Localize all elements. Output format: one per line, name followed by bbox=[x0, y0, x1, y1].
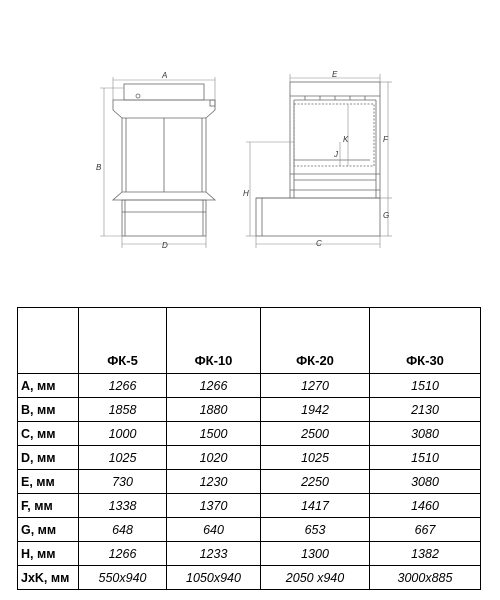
table-row bbox=[18, 422, 481, 446]
table-row bbox=[18, 494, 481, 518]
table-row bbox=[18, 374, 481, 398]
cell-value: 640 bbox=[167, 518, 261, 542]
cell-value: 1050x940 bbox=[167, 566, 261, 590]
label-c: C bbox=[316, 239, 322, 248]
cell-value: 648 bbox=[79, 518, 167, 542]
table-header-row bbox=[18, 308, 481, 374]
cell-value: 1370 bbox=[167, 494, 261, 518]
cell-value: 1266 bbox=[79, 542, 167, 566]
cell-value: 1025 bbox=[261, 446, 370, 470]
front-base bbox=[122, 200, 206, 236]
cell-value: 1266 bbox=[79, 374, 167, 398]
cell-value: 730 bbox=[79, 470, 167, 494]
row-label: F, мм bbox=[18, 494, 79, 518]
row-label: B, мм bbox=[18, 398, 79, 422]
label-a: A bbox=[162, 71, 168, 80]
front-top-cap bbox=[124, 84, 204, 100]
row-label: E, мм bbox=[18, 470, 79, 494]
technical-drawing bbox=[0, 0, 500, 290]
cell-value: 1020 bbox=[167, 446, 261, 470]
cell-value: 1382 bbox=[370, 542, 481, 566]
cell-value: 1880 bbox=[167, 398, 261, 422]
header-fk20: ФК-20 bbox=[261, 308, 370, 374]
row-label: JxK, мм bbox=[18, 566, 79, 590]
cell-value: 2250 bbox=[261, 470, 370, 494]
label-b: B bbox=[96, 163, 102, 172]
table-row bbox=[18, 470, 481, 494]
row-label: C, мм bbox=[18, 422, 79, 446]
cell-value: 2130 bbox=[370, 398, 481, 422]
cell-value: 1233 bbox=[167, 542, 261, 566]
side-base bbox=[256, 198, 380, 236]
row-label: D, мм bbox=[18, 446, 79, 470]
table-row bbox=[18, 566, 481, 590]
header-corner bbox=[18, 308, 79, 374]
header-fk5: ФК-5 bbox=[79, 308, 167, 374]
cell-value: 550x940 bbox=[79, 566, 167, 590]
spec-table bbox=[17, 307, 481, 590]
cell-value: 1000 bbox=[79, 422, 167, 446]
cell-value: 653 bbox=[261, 518, 370, 542]
table-row bbox=[18, 446, 481, 470]
cell-value: 1230 bbox=[167, 470, 261, 494]
table-row bbox=[18, 398, 481, 422]
cell-value: 1500 bbox=[167, 422, 261, 446]
label-f: F bbox=[383, 135, 388, 144]
label-e: E bbox=[332, 70, 338, 79]
row-label: G, мм bbox=[18, 518, 79, 542]
cell-value: 1460 bbox=[370, 494, 481, 518]
cell-value: 1300 bbox=[261, 542, 370, 566]
cell-value: 3000x885 bbox=[370, 566, 481, 590]
cell-value: 2500 bbox=[261, 422, 370, 446]
row-label: H, мм bbox=[18, 542, 79, 566]
cell-value: 3080 bbox=[370, 422, 481, 446]
row-label: A, мм bbox=[18, 374, 79, 398]
table-row bbox=[18, 542, 481, 566]
front-bolt bbox=[136, 94, 140, 98]
cell-value: 2050 x940 bbox=[261, 566, 370, 590]
table-row bbox=[18, 518, 481, 542]
cell-value: 667 bbox=[370, 518, 481, 542]
front-flange bbox=[210, 100, 215, 106]
side-view bbox=[256, 82, 380, 236]
cell-value: 1417 bbox=[261, 494, 370, 518]
header-fk30: ФК-30 bbox=[370, 308, 481, 374]
cell-value: 1510 bbox=[370, 446, 481, 470]
cell-value: 1270 bbox=[261, 374, 370, 398]
cell-value: 1510 bbox=[370, 374, 481, 398]
cell-value: 1266 bbox=[167, 374, 261, 398]
cell-value: 1025 bbox=[79, 446, 167, 470]
front-dimensions bbox=[100, 77, 215, 248]
cell-value: 1338 bbox=[79, 494, 167, 518]
label-d: D bbox=[162, 241, 168, 250]
label-k: K bbox=[343, 135, 349, 144]
cell-value: 1942 bbox=[261, 398, 370, 422]
header-fk10: ФК-10 bbox=[167, 308, 261, 374]
label-g: G bbox=[383, 211, 390, 220]
cell-value: 1858 bbox=[79, 398, 167, 422]
label-h: H bbox=[243, 189, 249, 198]
label-j: J bbox=[334, 150, 338, 159]
front-view bbox=[113, 84, 215, 236]
cell-value: 3080 bbox=[370, 470, 481, 494]
